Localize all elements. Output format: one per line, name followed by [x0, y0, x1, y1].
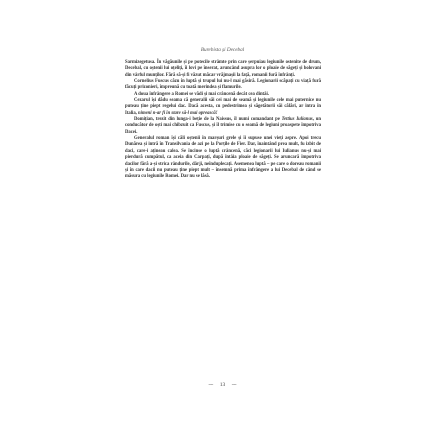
paragraph-text: Cezarul își dădu seama că generalii săi cei mai de seamă și legiunile cele mai puternice nu puteau ține piept regelui dac. Dacă acesta, cu pedestrimea și săgetătorii săi călări, ar intra în Italia, — [125, 98, 321, 116]
paragraph-text: , un conducător de oști mai chibzuit ca Fuscus, și îl trimise cu o seamă de legiuni proaspete împotriva Dacei. — [125, 117, 321, 135]
running-header: Burebista și Decebal — [200, 47, 245, 53]
paragraph: Sarmizegetusa. În văgăunile și pe potecile strâmte prin care șerpuiau legiunile ostenite de drum, Decebal, cu oștenii lui oțeliți, îi lovi pe înserat, aruncând asupra lor o ploaie de săgeți și bolovani din vârful munților. Fără să-și fi văzut măcar vrăjmașii la față, romanii fură înfrânți. — [125, 60, 321, 78]
paragraph-text: Domițian, trezit din lunga-i beție de la Naissus, îl numi comandant pe — [134, 117, 280, 123]
emphasis-text: nimeni n-ar fi în stare să-l mai oprească! — [138, 110, 218, 116]
paragraph — [125, 98, 321, 117]
paragraph — [125, 117, 321, 136]
paragraph: Cornelius Fuscus căzu în luptă și trupul lui nu-l mai găsiră. Legionarii scăpați cu viață fură făcuți prizonieri, împreună cu toată merindea și flamurile. — [125, 79, 321, 91]
page-footer — [0, 382, 445, 388]
page-number: 13 — [219, 382, 226, 388]
ornament-left: ⁓ — [208, 383, 214, 388]
emphasis-name: Tettius Iulianus — [281, 117, 313, 123]
paragraph: A doua înfrângere a Romei se vădi și mai crâncenă decât cea dintâi. — [134, 91, 269, 97]
body-text — [125, 60, 321, 181]
paragraph: Generalul roman își căli oștenii în marșuri grele și îi supuse unei vieți aspre. Apoi trecu Dunărea și intră în Transilvania de azi pe la Porțile de Fier. Dar, înaintând prea mult, fu izbit de daci, care-i ațineau calea. Se încinse o luptă crâncenă, căci legionarii lui Iulianus nu-și mai pierdură cumpătul, ca aceia din Carpați, după întâia ploaie de săgeți. Se aruncară împotriva dacilor fără a-și strica rândurile, dârji, neînduplecați. Asemenea luptă – pe care o doreau romanii și în care dacii nu puteau ține piept mult – însemnă prima înfrângere a lui Decebal de când se măsura cu legiunile Romei. Dar nu se lăsă. — [125, 136, 321, 180]
ornament-right: ⁓ — [231, 383, 237, 388]
